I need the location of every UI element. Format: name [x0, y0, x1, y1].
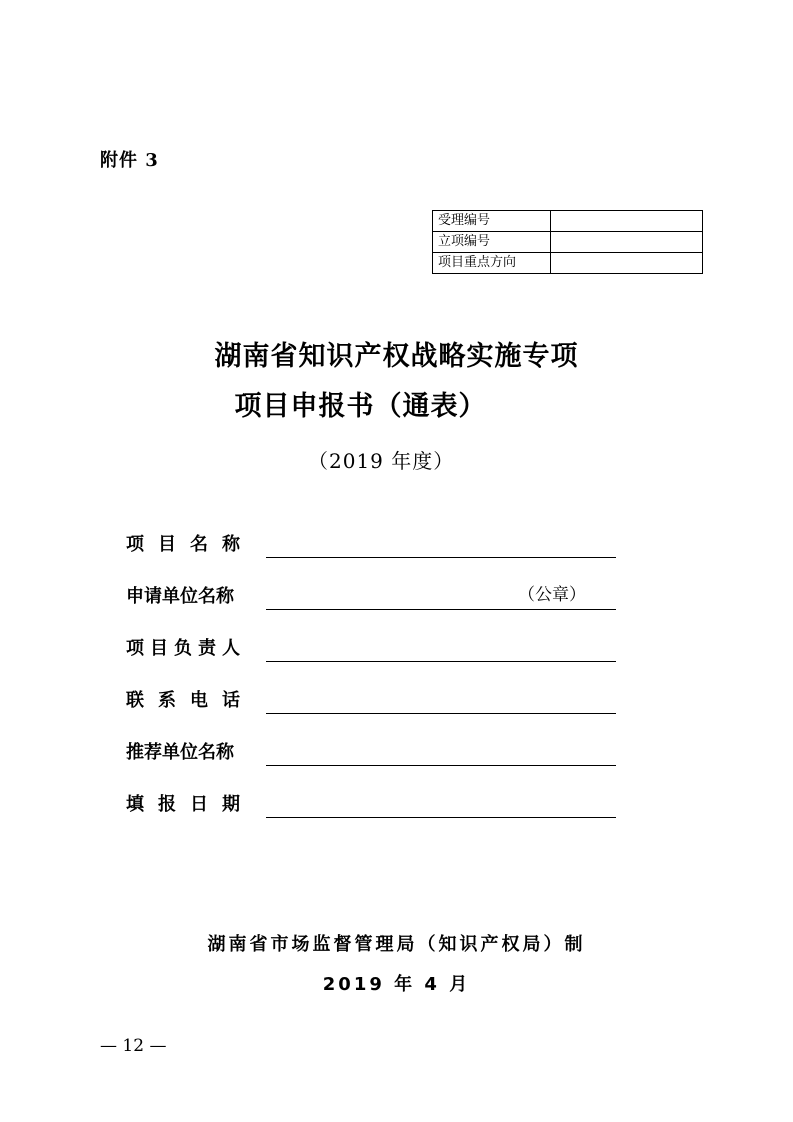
project-name-label: 项目名称: [126, 534, 254, 555]
acceptance-number-label: 受理编号: [433, 211, 551, 232]
applicant-unit-label: 申请单位名称: [126, 586, 234, 607]
project-focus-direction-label: 项目重点方向: [433, 253, 551, 274]
table-row: [433, 211, 703, 232]
project-leader-label: 项目负责人: [126, 638, 246, 659]
fill-date-label: 填报日期: [126, 794, 254, 815]
form-row-project-leader: [126, 632, 616, 662]
issuing-organization: 湖南省市场监督管理局（知识产权局）制: [207, 934, 586, 955]
issue-date: 2019 年 4 月: [322, 974, 471, 995]
project-approval-number-label: 立项编号: [433, 232, 551, 253]
page-number: — 12 —: [100, 1036, 167, 1056]
official-seal-note: （公章）: [518, 585, 586, 605]
fill-date-field[interactable]: [266, 789, 616, 818]
table-row: [433, 232, 703, 253]
year-line: （2019 年度）: [308, 449, 455, 473]
project-approval-number-field[interactable]: [550, 232, 702, 253]
project-leader-field[interactable]: [266, 633, 616, 662]
applicant-unit-field[interactable]: [266, 581, 616, 610]
project-name-field[interactable]: [266, 529, 616, 558]
reference-number-table: [432, 210, 703, 274]
form-row-project-name: [126, 528, 616, 558]
contact-phone-label: 联系电话: [126, 690, 254, 711]
recommending-unit-field[interactable]: [266, 737, 616, 766]
form-row-contact-phone: [126, 684, 616, 714]
attachment-label: 附件 3: [100, 150, 159, 171]
form-row-recommending-unit: [126, 736, 616, 766]
table-row: [433, 253, 703, 274]
contact-phone-field[interactable]: [266, 685, 616, 714]
acceptance-number-field[interactable]: [550, 211, 702, 232]
form-row-fill-date: [126, 788, 616, 818]
project-focus-direction-field[interactable]: [550, 253, 702, 274]
document-subtitle: 项目申报书（通表）: [234, 391, 487, 422]
form-row-applicant-unit: [126, 580, 616, 610]
document-title: 湖南省知识产权战略实施专项: [214, 341, 579, 372]
recommending-unit-label: 推荐单位名称: [126, 742, 234, 763]
